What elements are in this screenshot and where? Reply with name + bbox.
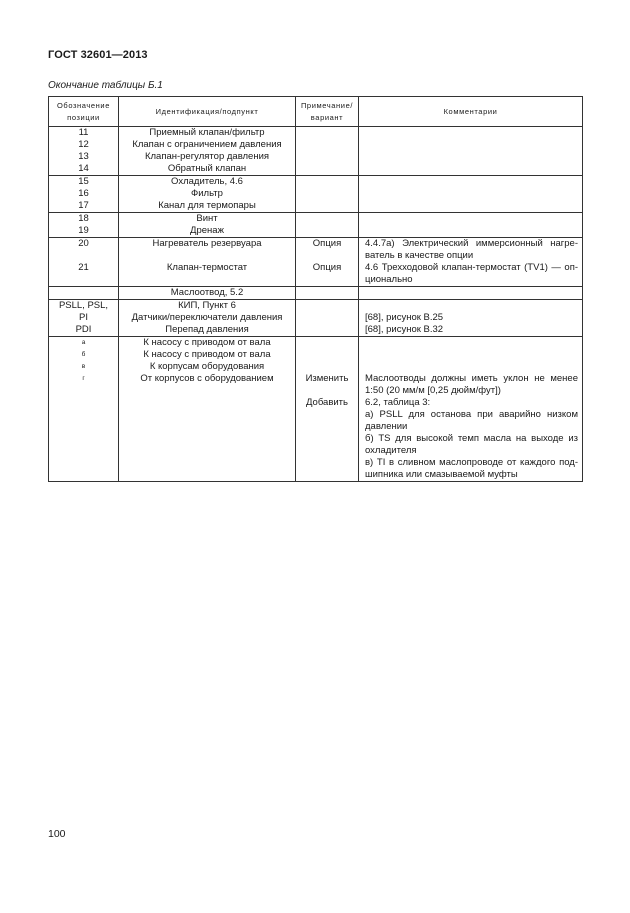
- identification-value: Клапан-регулятор давления: [144, 151, 270, 162]
- position-value: 12: [78, 139, 89, 150]
- position-value: 14: [78, 163, 89, 174]
- note-cell: [296, 176, 359, 213]
- position-cell: [49, 238, 119, 287]
- comment-line: б) TS для высокой темп масла на выходе из: [365, 433, 578, 444]
- position-value: PSLL, PSL,: [58, 300, 109, 311]
- position-value: 19: [78, 225, 89, 236]
- table-header-row: [49, 97, 583, 127]
- identification-cell: [119, 213, 296, 238]
- comment-spacer: [359, 361, 582, 373]
- note-spacer: [296, 385, 358, 397]
- identification-cell: [119, 238, 296, 287]
- comment-line: Маслоотводы должны иметь уклон не менее: [365, 373, 578, 384]
- note-cell: [296, 337, 359, 482]
- identification-value: Клапан с ограничением давления: [132, 139, 282, 150]
- note-spacer: [296, 250, 358, 262]
- header-comments: [359, 97, 583, 127]
- comment-cell: [359, 127, 583, 176]
- note-cell: [296, 300, 359, 337]
- comment-line: 6.2, таблица 3:: [365, 397, 431, 408]
- header-note: [296, 97, 359, 127]
- position-value: 15: [78, 176, 89, 187]
- position-spacer: [49, 274, 118, 286]
- comment-line: [68], рисунок В.32: [365, 324, 444, 335]
- position-cell: [49, 287, 119, 300]
- table-row: [49, 300, 583, 337]
- note-cell: [296, 238, 359, 287]
- position-value: PI: [79, 312, 88, 323]
- comment-line: в) TI в сливном маслопроводе от каждого под-: [365, 457, 578, 468]
- note-cell: [296, 127, 359, 176]
- table-caption: Окончание таблицы Б.1: [48, 80, 163, 91]
- position-spacer: [49, 250, 118, 262]
- position-value: в: [81, 363, 86, 370]
- header-identification: [119, 97, 296, 127]
- identification-value: К насосу с приводом от вала: [143, 349, 271, 360]
- position-value: 18: [78, 213, 89, 224]
- comment-cell: [359, 287, 583, 300]
- position-value: 16: [78, 188, 89, 199]
- comment-line: [68], рисунок В.25: [365, 312, 444, 323]
- table-row: [49, 176, 583, 213]
- identification-cell: [119, 300, 296, 337]
- note-cell: [296, 287, 359, 300]
- standard-header: ГОСТ 32601—2013: [48, 49, 148, 61]
- data-table: [48, 96, 583, 482]
- note-value: Изменить: [305, 373, 349, 384]
- identification-value: Датчики/переключатели давления: [131, 312, 283, 323]
- header-comments-text: Комментарии: [443, 106, 498, 116]
- comment-spacer: [359, 300, 582, 312]
- identification-spacer: [119, 250, 295, 262]
- header-position-line-2: позиции: [67, 112, 100, 122]
- note-value: Опция: [312, 262, 342, 273]
- position-value: б: [81, 351, 86, 358]
- identification-value: Нагреватель резервуара: [152, 238, 262, 249]
- comment-line: шипника или смазываемой муфты: [365, 469, 518, 480]
- identification-value: Клапан-термостат: [166, 262, 248, 273]
- comment-cell: [359, 238, 583, 287]
- identification-value: К насосу с приводом от вала: [143, 337, 271, 348]
- position-value: 11: [78, 127, 89, 138]
- identification-spacer: [119, 274, 295, 286]
- note-spacer: [296, 349, 358, 361]
- position-cell: [49, 300, 119, 337]
- header-note-line-1: Примечание/: [300, 100, 354, 110]
- comment-spacer: [359, 337, 582, 349]
- note-value: Опция: [312, 238, 342, 249]
- identification-value: Дренаж: [190, 225, 224, 236]
- identification-value: К корпусам оборудования: [149, 361, 265, 372]
- header-position: [49, 97, 119, 127]
- position-value: 20: [78, 238, 89, 249]
- page-number: 100: [48, 828, 66, 840]
- comment-line: 4.4.7а) Электрический иммерсионный нагре-: [365, 238, 578, 249]
- note-spacer: [296, 361, 358, 373]
- identification-cell: [119, 127, 296, 176]
- comment-cell: [359, 337, 583, 482]
- identification-value: Фильтр: [191, 188, 223, 199]
- comment-line: а) PSLL для останова при аварийно низком: [365, 409, 578, 420]
- comment-line: давлении: [365, 421, 408, 432]
- identification-value: Маслоотвод, 5.2: [170, 287, 244, 298]
- identification-value: Канал для термопары: [158, 200, 256, 211]
- identification-value: КИП, Пункт 6: [178, 300, 236, 311]
- position-value: PDI: [75, 324, 92, 335]
- note-spacer: [296, 274, 358, 286]
- table-row: [49, 213, 583, 238]
- position-value: г: [82, 375, 85, 382]
- note-value: Добавить: [306, 397, 348, 408]
- identification-value: Винт: [196, 213, 218, 224]
- table-row: [49, 238, 583, 287]
- header-identification-text: Идентификация/подпункт: [155, 106, 259, 116]
- header-position-line-1: Обозначение: [57, 100, 110, 110]
- note-spacer: [296, 337, 358, 349]
- position-cell: [49, 127, 119, 176]
- identification-value: Перепад давления: [165, 324, 249, 335]
- position-cell: [49, 213, 119, 238]
- identification-cell: [119, 287, 296, 300]
- position-cell: [49, 337, 119, 482]
- note-cell: [296, 213, 359, 238]
- position-value: а: [81, 339, 86, 346]
- header-note-line-2: вариант: [310, 112, 344, 122]
- identification-cell: [119, 337, 296, 482]
- comment-line: ватель в качестве опции: [365, 250, 474, 261]
- comment-cell: [359, 213, 583, 238]
- table-row: [49, 127, 583, 176]
- table-row: [49, 287, 583, 300]
- comment-line: 4.6 Трехходовой клапан-термостат (TV1) — оп-: [365, 262, 578, 273]
- comment-line: ционально: [365, 274, 413, 285]
- position-value: 21: [78, 262, 89, 273]
- identification-value: Охладитель, 4.6: [171, 176, 243, 187]
- identification-value: Обратный клапан: [167, 163, 247, 174]
- table-row: [49, 337, 583, 482]
- position-value: 13: [78, 151, 89, 162]
- position-cell: [49, 176, 119, 213]
- comment-cell: [359, 176, 583, 213]
- position-value: 17: [78, 200, 89, 211]
- identification-value: Приемный клапан/фильтр: [149, 127, 265, 138]
- identification-value: От корпусов с оборудованием: [140, 373, 274, 384]
- identification-cell: [119, 176, 296, 213]
- comment-cell: [359, 300, 583, 337]
- comment-line: охладителя: [365, 445, 417, 456]
- comment-spacer: [359, 349, 582, 361]
- comment-line: 1:50 (20 мм/м [0,25 дюйм/фут]): [365, 385, 501, 396]
